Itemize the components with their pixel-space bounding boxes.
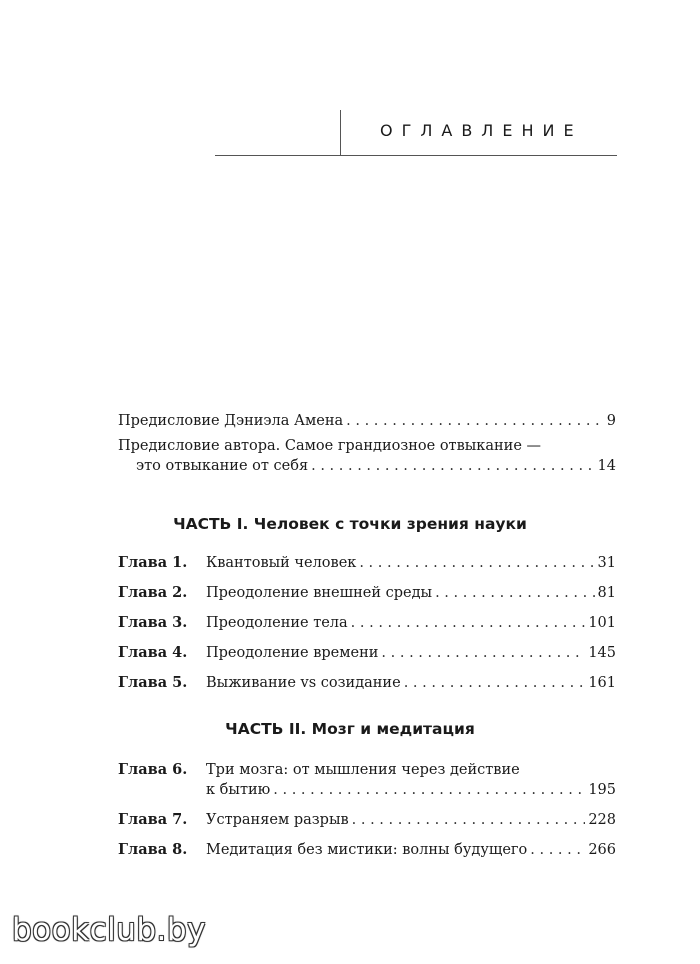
chapter-label: Глава 3. <box>118 614 188 631</box>
header-divider-vertical <box>340 110 341 156</box>
toc-part-1 <box>118 553 616 693</box>
chapter-title: Выживание vs созидание <box>206 675 401 691</box>
toc-chapter-3[interactable] <box>118 613 616 633</box>
chapter-page: 266 <box>588 842 616 858</box>
watermark: bookclub.by <box>12 912 206 948</box>
chapter-label: Глава 2. <box>118 584 188 601</box>
chapter-page: 31 <box>597 555 616 571</box>
toc-part-2 <box>118 760 616 860</box>
toc-entry-title-line: Предисловие автора. Самое грандиозное отвыкание — <box>118 438 542 454</box>
toc-chapter-7[interactable] <box>118 810 616 830</box>
toc-chapter-6[interactable] <box>118 760 616 800</box>
chapter-label: Глава 5. <box>118 674 188 691</box>
chapter-label: Глава 8. <box>118 841 188 858</box>
dot-leader <box>404 673 586 693</box>
toc-entry-page: 9 <box>606 413 616 429</box>
chapter-title: Преодоление времени <box>206 645 379 661</box>
part-heading-1: ЧАСТЬ I. Человек с точки зрения науки <box>173 515 527 533</box>
chapter-page: 161 <box>588 675 616 691</box>
dot-leader <box>351 613 586 633</box>
chapter-title: Устраняем разрыв <box>206 812 349 828</box>
chapter-page: 81 <box>597 585 616 601</box>
dot-leader <box>435 583 594 603</box>
toc-chapter-8[interactable] <box>118 840 616 860</box>
chapter-label: Глава 1. <box>118 554 188 571</box>
toc-entry-foreword-author[interactable] <box>118 436 616 476</box>
toc-entry-title: Предисловие Дэниэла Амена <box>118 413 344 429</box>
chapter-title-line: к бытию <box>206 782 271 798</box>
toc-front-matter <box>118 411 616 476</box>
chapter-page: 195 <box>588 782 616 798</box>
dot-leader <box>346 411 604 431</box>
toc-entry-page: 14 <box>597 458 616 474</box>
chapter-title-line: Три мозга: от мышления через действие <box>206 762 520 778</box>
chapter-label: Глава 7. <box>118 811 188 828</box>
page-title: ОГЛАВЛЕНИЕ <box>380 121 583 140</box>
toc-chapter-1[interactable] <box>118 553 616 573</box>
dot-leader <box>352 810 586 830</box>
chapter-label: Глава 4. <box>118 644 188 661</box>
chapter-title: Преодоление внешней среды <box>206 585 433 601</box>
toc-chapter-4[interactable] <box>118 643 616 663</box>
chapter-page: 145 <box>588 645 616 661</box>
chapter-label: Глава 6. <box>118 761 188 778</box>
chapter-title: Медитация без мистики: волны будущего <box>206 842 528 858</box>
dot-leader <box>359 553 594 573</box>
part-heading-2: ЧАСТЬ II. Мозг и медитация <box>225 720 475 738</box>
toc-entry-foreword-amen[interactable] <box>118 411 616 431</box>
dot-leader <box>273 780 585 800</box>
dot-leader <box>311 456 594 476</box>
chapter-title: Квантовый человек <box>206 555 357 571</box>
toc-entry-title-line: это отвыкание от себя <box>136 458 309 474</box>
toc-chapter-5[interactable] <box>118 673 616 693</box>
dot-leader <box>530 840 585 860</box>
dot-leader <box>381 643 585 663</box>
chapter-page: 228 <box>588 812 616 828</box>
chapter-page: 101 <box>588 615 616 631</box>
toc-chapter-2[interactable] <box>118 583 616 603</box>
chapter-title: Преодоление тела <box>206 615 348 631</box>
header-divider-horizontal <box>215 155 617 156</box>
